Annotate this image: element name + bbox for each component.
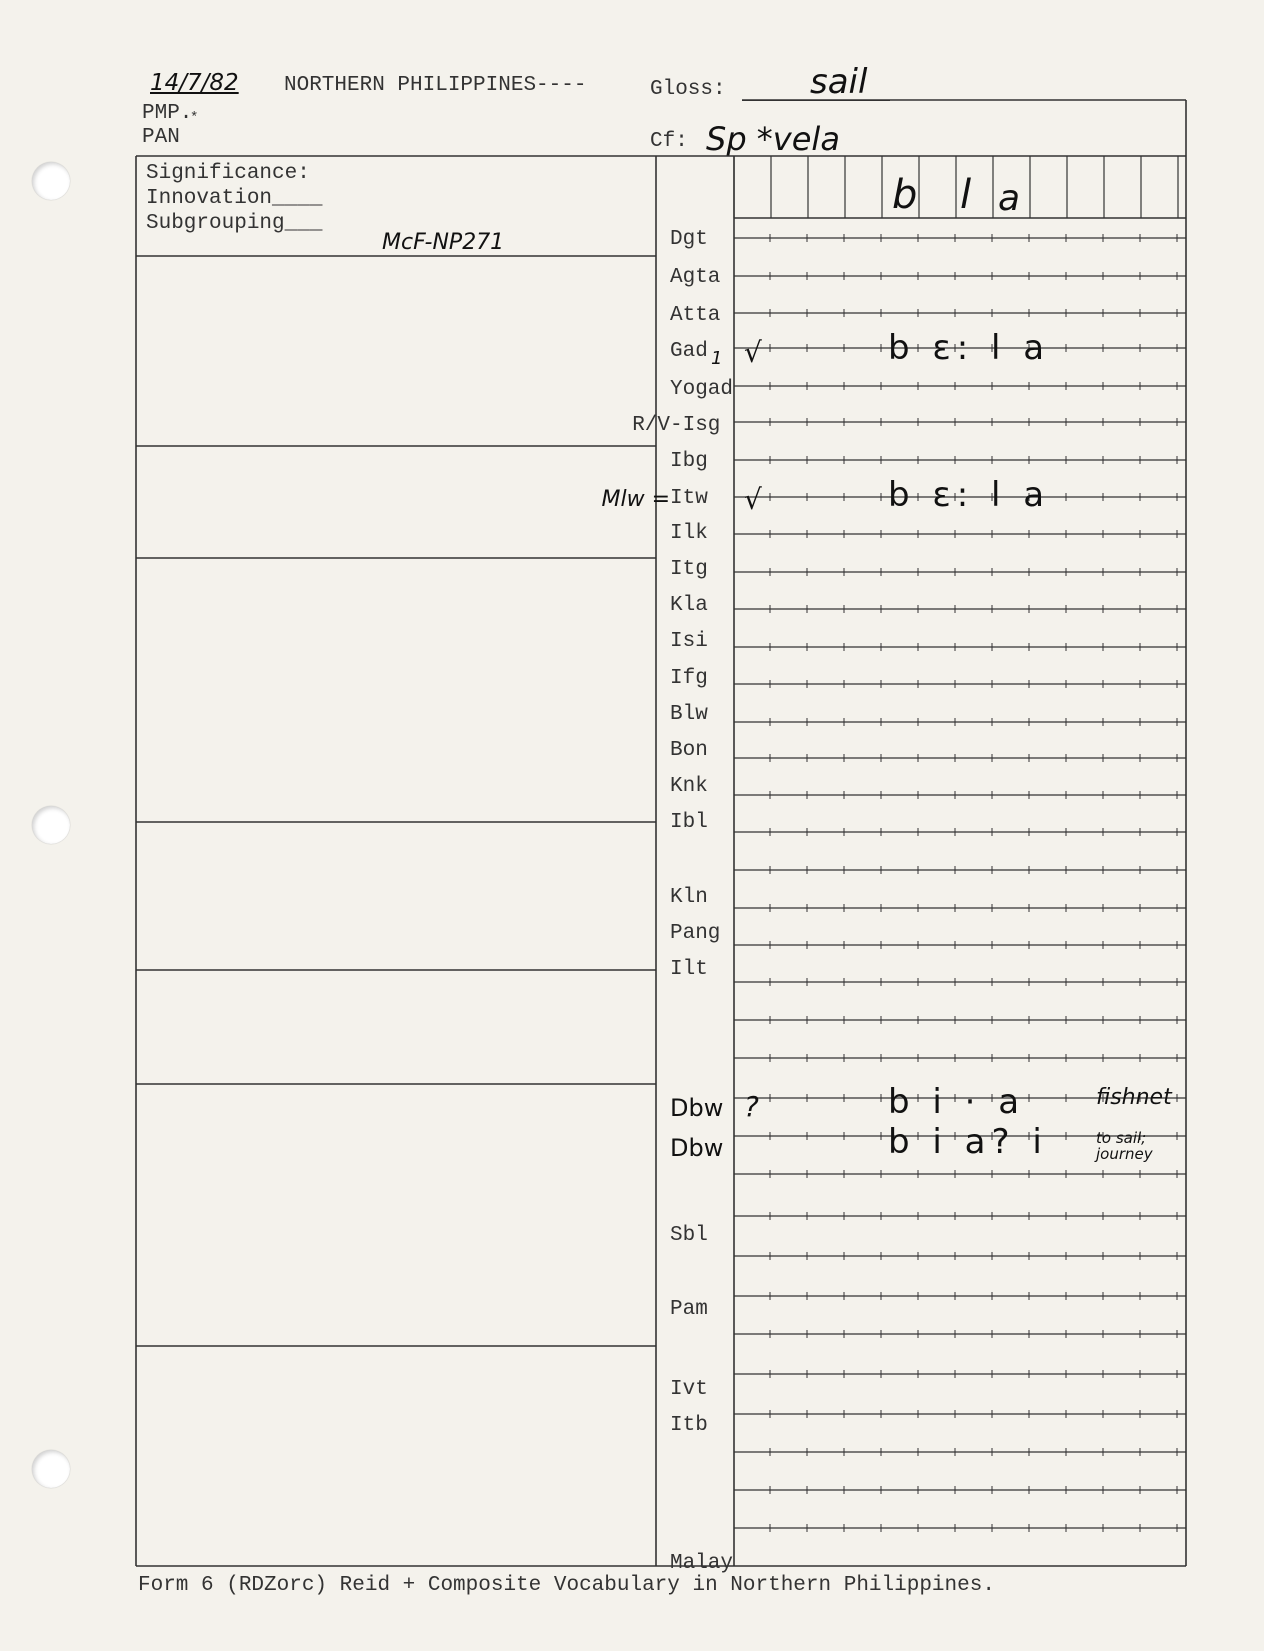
language-code: Ifg (670, 667, 708, 690)
language-code: Pang (670, 922, 721, 945)
language-code: Sbl (670, 1224, 708, 1247)
language-code: Kln (670, 886, 708, 909)
language-code: Agta (670, 266, 721, 289)
entry-mark: ? (744, 1090, 759, 1123)
language-code: Gad (670, 340, 708, 363)
language-code: Blw (670, 703, 708, 726)
pan-label: PAN (142, 126, 180, 149)
gloss-label: Gloss: (650, 78, 726, 101)
pmp-label: PMP. (142, 102, 193, 125)
subgrouping-label: Subgrouping___ (146, 212, 323, 235)
language-subscript: 1 (711, 348, 723, 369)
language-code: Itg (670, 558, 708, 581)
language-prefix: R/V (632, 414, 670, 437)
language-code: Atta (670, 304, 721, 327)
entry-mark: √ (744, 336, 762, 369)
cf-label: Cf: (650, 130, 688, 153)
header-segment: l (960, 172, 972, 218)
language-code: Malay (670, 1552, 734, 1575)
header-segment: b (892, 172, 918, 218)
language-code: Dbw (670, 1094, 724, 1122)
pmp-asterisk: * (190, 110, 199, 126)
language-code: Dgt (670, 228, 708, 251)
language-code: Itw (670, 487, 708, 510)
language-code: Ibl (670, 811, 708, 834)
language-code: Ilt (670, 958, 708, 981)
gloss-value: sail (810, 62, 868, 102)
language-code: Kla (670, 594, 708, 617)
form-footer: Form 6 (RDZorc) Reid + Composite Vocabulary in Northern Philippines. (138, 1574, 995, 1597)
language-prefix: Mlw = (601, 487, 670, 512)
reflex-note: fishnet (1096, 1085, 1172, 1110)
reflex-note: to sail; journey (1096, 1129, 1153, 1163)
language-code: Ibg (670, 450, 708, 473)
region-title: NORTHERN PHILIPPINES---- (284, 74, 587, 97)
cf-value: Sp *vela (706, 120, 840, 158)
language-code: Dbw (670, 1134, 724, 1162)
header-segment: a (998, 178, 1021, 219)
entry-mark: √ (744, 483, 762, 516)
language-code: Pam (670, 1298, 708, 1321)
language-code: Yogad (670, 378, 734, 401)
reflex-form: b ɛ: l a (888, 475, 1051, 515)
form-date: 14/7/82 (150, 70, 239, 96)
reflex-form: b i a? i (888, 1122, 1048, 1162)
innovation-label: Innovation____ (146, 187, 323, 210)
language-code: Itb (670, 1414, 708, 1437)
reflex-form: b ɛ: l a (888, 328, 1051, 368)
language-code: Ivt (670, 1378, 708, 1401)
language-code: -Isg (670, 414, 721, 437)
reflex-form: b i · a (888, 1082, 1026, 1122)
reference-code: McF-NP271 (382, 230, 505, 255)
language-code: Isi (670, 630, 708, 653)
significance-title: Significance: (146, 162, 310, 185)
language-code: Ilk (670, 522, 708, 545)
language-code: Bon (670, 739, 708, 762)
language-code: Knk (670, 775, 708, 798)
